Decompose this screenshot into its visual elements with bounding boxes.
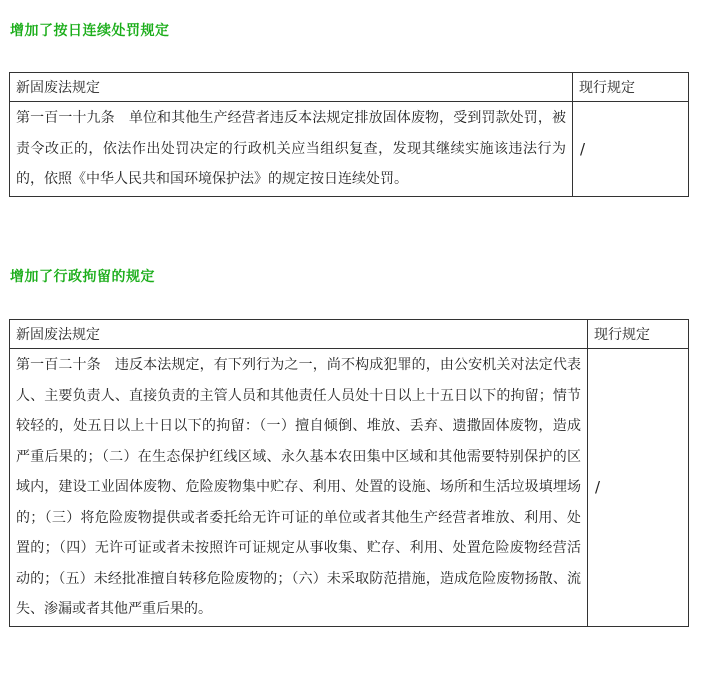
section-heading-detention: 增加了行政拘留的规定 — [10, 269, 155, 285]
section-heading-daily-penalty: 增加了按日连续处罚规定 — [10, 23, 170, 39]
new-rule-text: 第一百一十九条 单位和其他生产经营者违反本法规定排放固体废物，受到罚款处罚，被责令改正的，依法作出处罚决定的行政机关应当组织复查，发现其继续实施该违法行为的，依照《中华人民共和国环境保护法》的规定按日连续处罚。 — [10, 102, 573, 197]
table-row — [10, 349, 689, 627]
table-header-row — [10, 73, 689, 102]
column-header-current-rule: 现行规定 — [588, 320, 689, 349]
column-header-new-rule: 新固废法规定 — [10, 320, 588, 349]
new-rule-text: 第一百二十条 违反本法规定，有下列行为之一，尚不构成犯罪的，由公安机关对法定代表人、主要负责人、直接负责的主管人员和其他责任人员处十日以上十五日以下的拘留；情节较轻的，处五日以上十日以下的拘留：（一）擅自倾倒、堆放、丢弃、遗撒固体废物，造成严重后果的；（二）在生态保护红线区域、永久基本农田集中区域和其他需要特别保护的区域内，建设工业固体废物、危险废物集中贮存、利用、处置的设施、场所和生活垃圾填埋场的；（三）将危险废物提供或者委托给无许可证的单位或者其他生产经营者堆放、利用、处置的；（四）无许可证或者未按照许可证规定从事收集、贮存、利用、处置危险废物经营活动的；（五）未经批准擅自转移危险废物的；（六）未采取防范措施，造成危险废物扬散、流失、渗漏或者其他严重后果的。 — [10, 349, 588, 627]
column-header-current-rule: 现行规定 — [573, 73, 689, 102]
table-row — [10, 102, 689, 197]
current-rule-text: / — [588, 349, 689, 627]
comparison-table-daily-penalty — [9, 72, 689, 197]
current-rule-text: / — [573, 102, 689, 197]
table-header-row — [10, 320, 689, 349]
column-header-new-rule: 新固废法规定 — [10, 73, 573, 102]
comparison-table-detention — [9, 319, 689, 627]
